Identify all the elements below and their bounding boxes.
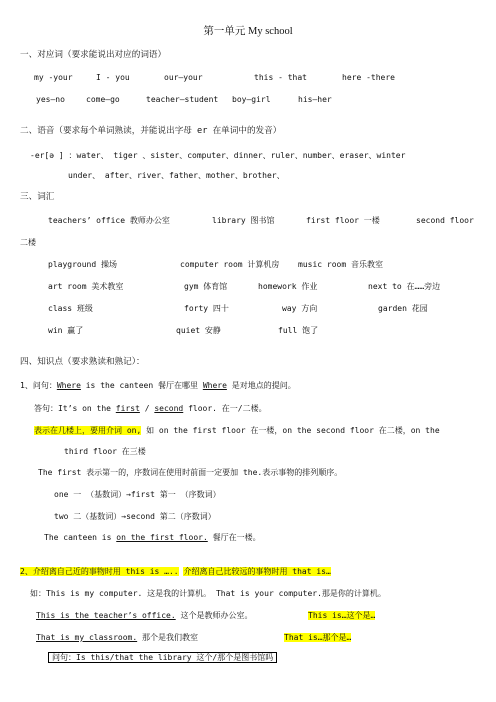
- vocab-item: win 赢了: [48, 326, 84, 335]
- section-3-heading: 三、词汇: [20, 192, 55, 202]
- that-example: [36, 632, 198, 643]
- point-2-heading: [20, 566, 331, 577]
- vocab-item: computer room 计算机房: [180, 260, 280, 269]
- vocab-item: quiet 安静: [176, 326, 221, 335]
- question-note: 是对地点的提问。: [226, 381, 296, 390]
- one-first-line: one 一 （基数词）→first 第一 （序数词）: [54, 490, 221, 499]
- page-title: 第一单元 My school: [203, 26, 293, 37]
- where-word: Where: [56, 381, 81, 390]
- slash: /: [139, 404, 155, 413]
- question-text: is the canteen 餐厅在哪里: [80, 381, 203, 390]
- vocab-item: full 饱了: [278, 326, 319, 335]
- antonym: boy—girl: [232, 95, 271, 104]
- near-rule: 2、介绍离自己近的事物时用 this is …..: [20, 567, 179, 576]
- that-sentence: That is my classroom.: [36, 633, 138, 642]
- antonym: here -there: [342, 73, 395, 82]
- antonym: my -your: [34, 73, 73, 82]
- antonym: yes—no: [36, 95, 65, 104]
- vocab-item: next to 在……旁边: [368, 282, 441, 291]
- that-pattern-text: That is…那个是…: [284, 633, 352, 642]
- vocab-item: playground 操场: [48, 260, 117, 269]
- answer-meaning: floor. 在一/二楼。: [183, 404, 267, 413]
- antonym: this - that: [254, 73, 307, 82]
- section-4-heading: 四、知识点（要求熟读和熟记）：: [20, 357, 145, 367]
- vocab-item: teachers’ office 教师办公室: [48, 216, 170, 225]
- canteen-location: on the first floor.: [116, 533, 208, 542]
- antonym: come—go: [86, 95, 120, 104]
- antonym: teacher—student: [146, 95, 219, 104]
- two-second-line: two 二（基数词）→second 第二（序数词）: [54, 512, 216, 521]
- preposition-note-wrap: third floor 在三楼: [64, 447, 146, 456]
- far-rule: 介绍离自己比较远的事物时用 that is…: [183, 567, 331, 576]
- that-meaning: 那个是我们教室: [137, 633, 198, 642]
- highlighted-rule: 表示在几楼上，要用介词 on,: [34, 426, 142, 435]
- canteen-example: [44, 532, 261, 543]
- where-word: Where: [202, 381, 227, 390]
- point-1-answer: [34, 403, 267, 414]
- vocab-item: homework 作业: [258, 282, 318, 291]
- vocab-item: class 班级: [48, 304, 93, 313]
- answer-text: 答句：It’s on the: [34, 404, 116, 413]
- vocab-item: art room 美术教室: [48, 282, 124, 291]
- point-1-question: [20, 380, 296, 391]
- this-example: [36, 610, 253, 621]
- this-sentence: This is the teacher’s office.: [36, 611, 176, 620]
- question-box-text: 问句：Is this/that the library 这个/那个是图书馆吗: [48, 652, 277, 663]
- section-1-heading: 一、对应词（要求能说出对应的词语）: [20, 50, 167, 60]
- ordinal-note: The first 表示第一的，序数词在使用时前面一定要加 the.表示事物的排列顺序。: [38, 468, 343, 477]
- vocab-item: library 图书馆: [212, 216, 275, 225]
- this-pattern-text: This is…这个是…: [308, 611, 376, 620]
- canteen-meaning: 餐厅在一楼。: [207, 533, 261, 542]
- question-box: [48, 652, 277, 663]
- vocab-wrap: 二楼: [20, 238, 36, 247]
- section-2-heading: 二、语音（要求每个单词熟读，并能说出字母 er 在单词中的发音）: [20, 126, 282, 136]
- antonym: our—your: [164, 73, 203, 82]
- vocab-item: music room 音乐教室: [298, 260, 383, 269]
- vocab-item: second floor: [416, 216, 474, 225]
- antonym: I - you: [96, 73, 130, 82]
- this-that-example: 如：This is my computer. 这是我的计算机。 That is your computer.那是你的计算机。: [30, 589, 386, 598]
- point-label: 1、问句：: [20, 381, 57, 390]
- er-words-line-2: under、 after、river、father、mother、brother、: [68, 171, 285, 180]
- vocab-item: garden 花园: [378, 304, 428, 313]
- canteen-text: The canteen is: [44, 533, 117, 542]
- er-words-line-1: -er[ə ] ：water、 tiger 、sister、computer、dinner、ruler、number、eraser、winter: [30, 151, 406, 160]
- vocab-item: first floor 一楼: [306, 216, 380, 225]
- second-word: second: [154, 404, 184, 413]
- this-pattern: [308, 610, 375, 621]
- this-meaning: 这个是教师办公室。: [175, 611, 253, 620]
- vocab-item: gym 体育馆: [184, 282, 228, 291]
- that-pattern: [284, 632, 351, 643]
- vocab-item: way 方向: [282, 304, 318, 313]
- rule-examples: 如 on the first floor 在一楼，on the second floor 在二楼，on the: [141, 426, 440, 435]
- antonym: his—her: [298, 95, 332, 104]
- vocab-item: forty 四十: [184, 304, 229, 313]
- first-word: first: [115, 404, 140, 413]
- preposition-note: [34, 425, 440, 436]
